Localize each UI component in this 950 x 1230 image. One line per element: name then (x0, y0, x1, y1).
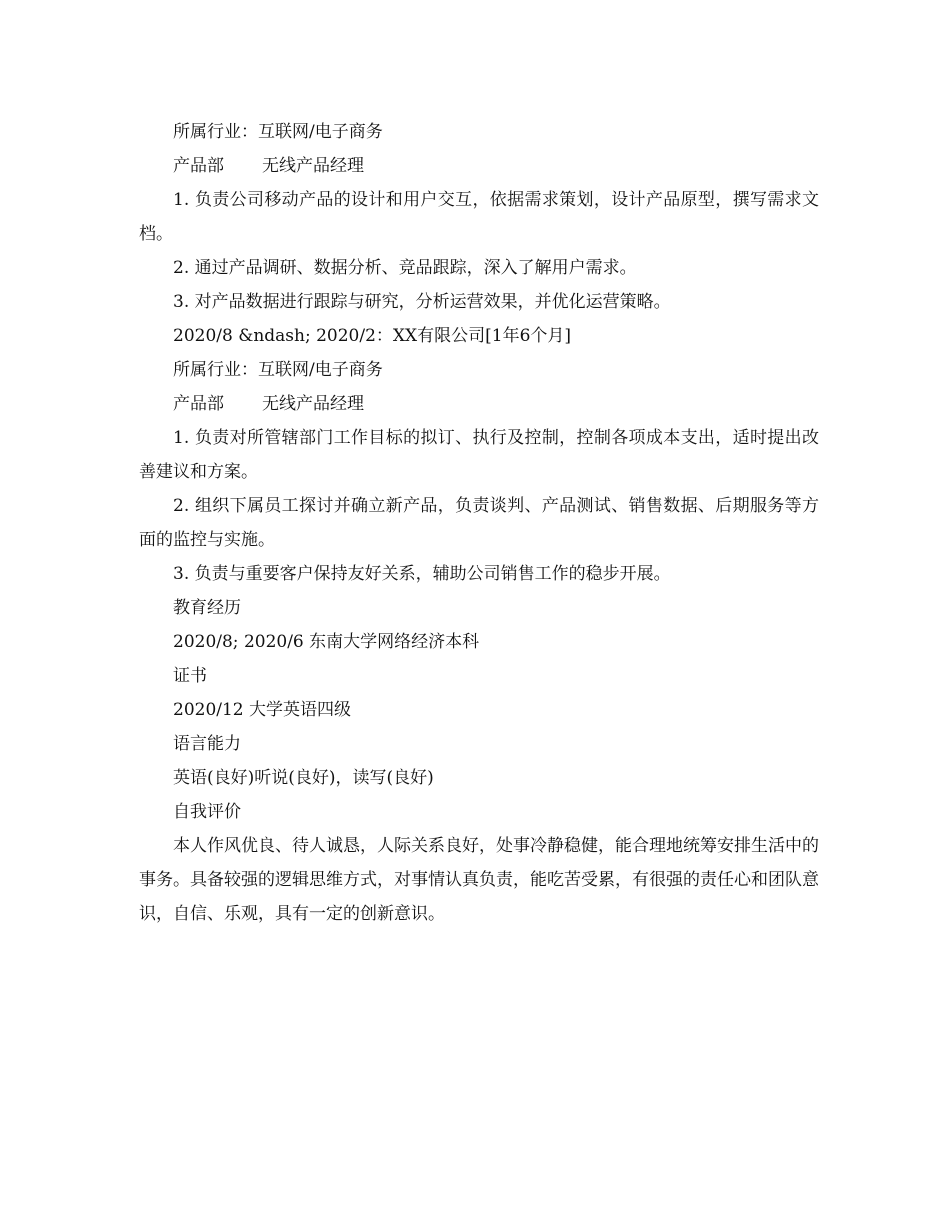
self-evaluation-text: 本人作风优良、待人诚恳，人际关系良好，处事冷静稳健，能合理地统筹安排生活中的事务。具备较强的逻辑思维方式，对事情认真负责，能吃苦受累，有很强的责任心和团队意识，自信、乐观，具有一定的创新意识。 (139, 836, 819, 924)
job1-department: 产品部 (173, 156, 224, 176)
resume-content (139, 115, 819, 931)
job2-role (139, 387, 819, 421)
job1-role (139, 149, 819, 183)
job1-duty-3: 3. 对产品数据进行跟踪与研究，分析运营效果，并优化运营策略。 (173, 292, 671, 312)
languages-heading: 语言能力 (173, 734, 241, 754)
certificates-entry: 2020/12 大学英语四级 (173, 700, 352, 720)
job1-position: 无线产品经理 (262, 156, 364, 176)
job2-duty-1: 1. 负责对所管辖部门工作目标的拟订、执行及控制，控制各项成本支出，适时提出改善建议和方案。 (139, 428, 819, 482)
job2-period: 2020/8 &ndash; 2020/2：XX有限公司[1年6个月] (173, 326, 572, 346)
job1-duty-1: 1. 负责公司移动产品的设计和用户交互，依据需求策划，设计产品原型，撰写需求文档。 (139, 190, 819, 244)
job2-position: 无线产品经理 (262, 394, 364, 414)
job2-industry: 所属行业：互联网/电子商务 (173, 360, 383, 380)
job1-duty-2: 2. 通过产品调研、数据分析、竞品跟踪，深入了解用户需求。 (173, 258, 637, 278)
job2-duty-3: 3. 负责与重要客户保持友好关系，辅助公司销售工作的稳步开展。 (173, 564, 671, 584)
job1-industry: 所属行业：互联网/电子商务 (173, 122, 383, 142)
languages-entry: 英语(良好)听说(良好)，读写(良好) (173, 768, 434, 788)
education-heading: 教育经历 (173, 598, 241, 618)
job2-department: 产品部 (173, 394, 224, 414)
job2-duty-2: 2. 组织下属员工探讨并确立新产品，负责谈判、产品测试、销售数据、后期服务等方面的监控与实施。 (139, 496, 819, 550)
certificates-heading: 证书 (173, 666, 207, 686)
education-entry: 2020/8; 2020/6 东南大学网络经济本科 (173, 632, 480, 652)
self-evaluation-heading: 自我评价 (173, 802, 241, 822)
